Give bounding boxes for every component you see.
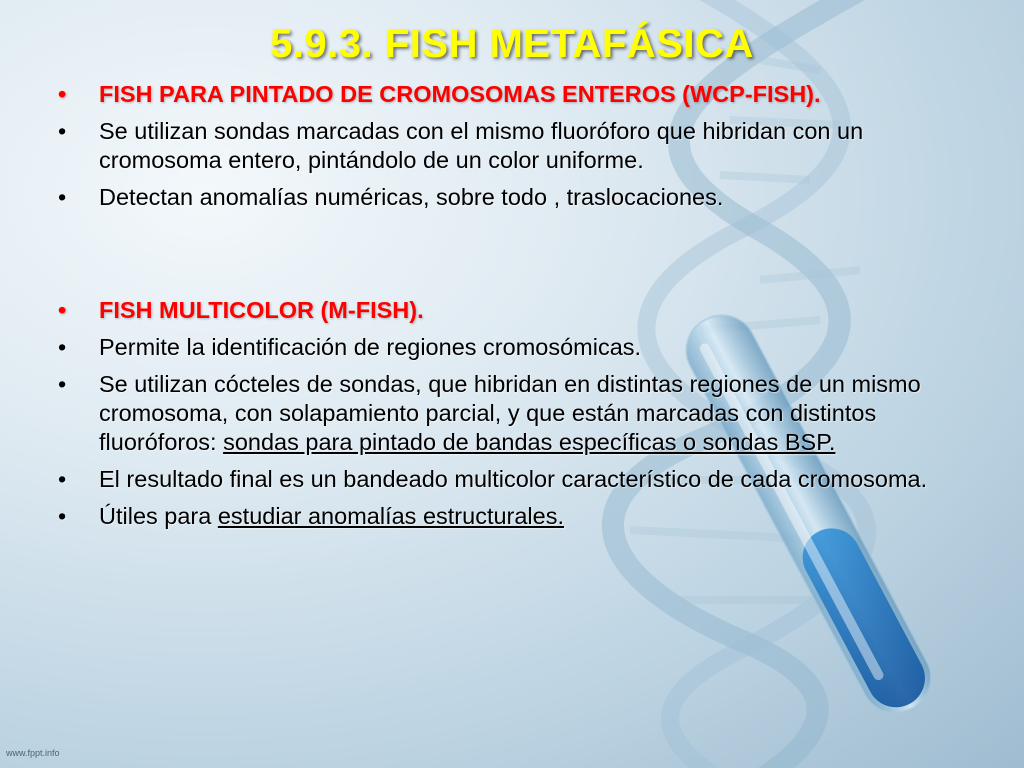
footer-watermark: www.fppt.info: [6, 748, 60, 758]
bullet-cocteles: [58, 370, 958, 457]
bullet-text: Permite la identificación de regiones cromosómicas.: [99, 334, 642, 360]
bullet-text: Detectan anomalías numéricas, sobre todo , traslocaciones.: [99, 184, 724, 210]
bullet-wcp-fish: [58, 80, 958, 109]
bullet-symbol: •: [58, 118, 67, 144]
bullet-symbol: •: [58, 371, 67, 397]
bullet-anomalias-numericas: [58, 183, 958, 212]
bullet-symbol: •: [58, 297, 67, 323]
bullet-symbol: •: [58, 466, 67, 492]
bullet-list: [58, 80, 958, 531]
bullet-regiones: [58, 333, 958, 362]
slide-title: 5.9.3. FISH METAFÁSICA: [270, 22, 754, 66]
bullet-m-fish: [58, 296, 958, 325]
bullet-text: Se utilizan cócteles de sondas, que hibridan en distintas regiones de un mismo cromosoma, con solapamiento parcial, y que están marcadas con distintos fluoróforos:: [99, 371, 921, 455]
bullet-resultado: [58, 465, 958, 494]
bullet-symbol: •: [58, 81, 67, 107]
bullet-text: El resultado final es un bandeado multicolor característico de cada cromosoma.: [99, 466, 928, 492]
bullet-text: FISH PARA PINTADO DE CROMOSOMAS ENTEROS (WCP-FISH).: [99, 81, 821, 107]
bullet-text: Se utilizan sondas marcadas con el mismo fluoróforo que hibridan con un cromosoma entero, pintándolo de un color uniforme.: [99, 118, 864, 173]
bullet-text: Útiles para: [99, 503, 218, 529]
bullet-symbol: •: [58, 334, 67, 360]
bullet-utiles: [58, 502, 958, 531]
bullet-symbol: •: [58, 503, 67, 529]
bullet-symbol: •: [58, 184, 67, 210]
bullet-underlined-text: sondas para pintado de bandas específicas o sondas BSP.: [223, 429, 836, 455]
bullet-text: FISH MULTICOLOR (M-FISH).: [99, 297, 424, 323]
bullet-sondas-marcadas: [58, 117, 958, 175]
bullet-underlined-text: estudiar anomalías estructurales.: [217, 503, 565, 529]
